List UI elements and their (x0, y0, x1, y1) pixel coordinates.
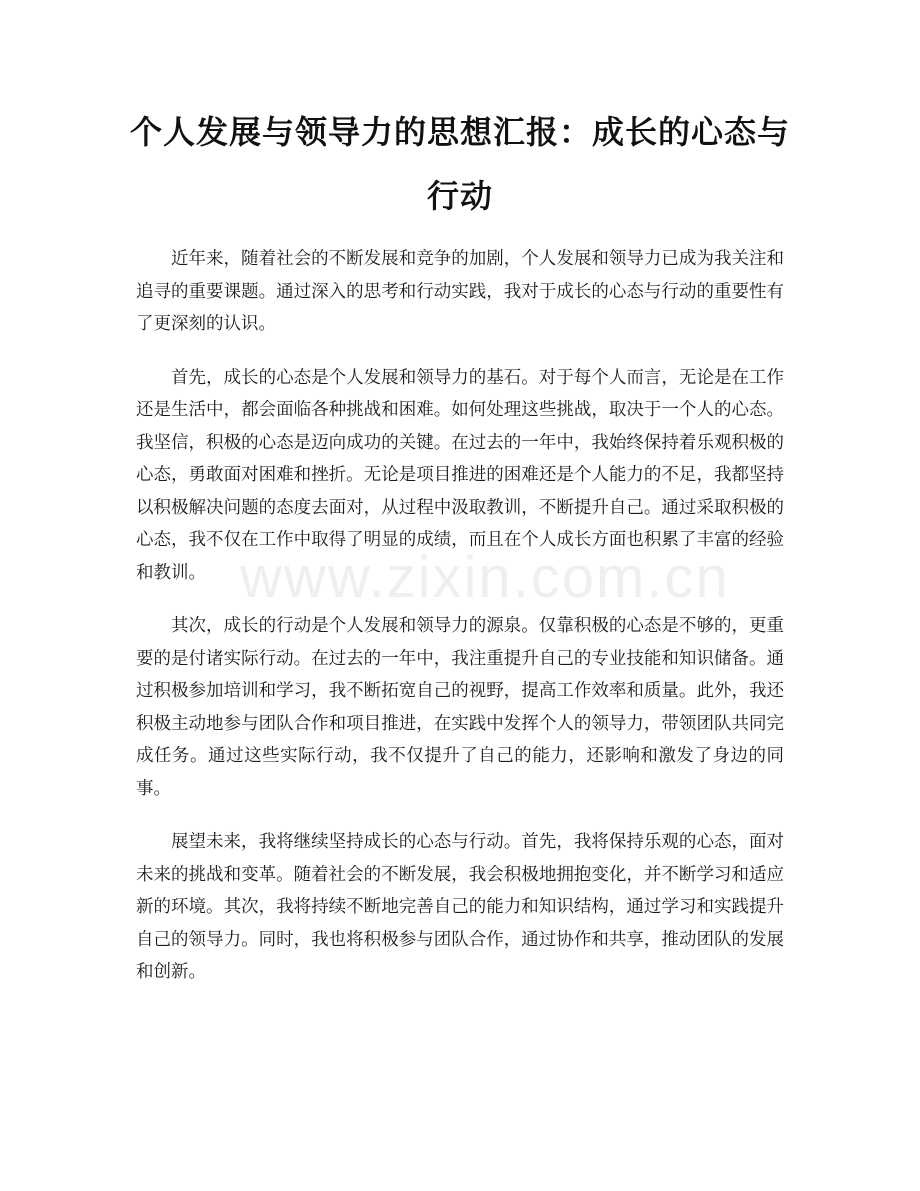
watermark-text: www.zixin.com.cn (240, 545, 730, 610)
document-body (136, 243, 784, 1010)
document-title: 个人发展与领导力的思想汇报：成长的心态与行动 (129, 113, 790, 215)
paragraph-action: 其次，成长的行动是个人发展和领导力的源泉。仅靠积极的心态是不够的，更重要的是付诸实际行动。在过去的一年中，我注重提升自己的专业技能和知识储备。通过积极参加培训和学习，我不断拓宽自己的视野，提高工作效率和质量。此外，我还积极主动地参与团队合作和项目推进，在实践中发挥个人的领导力，带领团队共同完成任务。通过这些实际行动，我不仅提升了自己的能力，还影响和激发了身边的同事。 (136, 616, 784, 799)
paragraph-intro: 近年来，随着社会的不断发展和竞争的加剧，个人发展和领导力已成为我关注和追寻的重要课题。通过深入的思考和行动实践，我对于成长的心态与行动的重要性有了更深刻的认识。 (136, 249, 784, 334)
paragraph-outlook: 展望未来，我将继续坚持成长的心态与行动。首先，我将保持乐观的心态，面对未来的挑战和变革。随着社会的不断发展，我会积极地拥抱变化，并不断学习和适应新的环境。其次，我将持续不断地完善自己的能力和知识结构，通过学习和实践提升自己的领导力。同时，我也将积极参与团队合作，通过协作和共享，推动团队的发展和创新。 (136, 832, 784, 982)
paragraph-mindset: 首先，成长的心态是个人发展和领导力的基石。对于每个人而言，无论是在工作还是生活中，都会面临各种挑战和困难。如何处理这些挑战，取决于一个人的心态。我坚信，积极的心态是迈向成功的关键。在过去的一年中，我始终保持着乐观积极的心态，勇敢面对困难和挫折。无论是项目推进的困难还是个人能力的不足，我都坚持以积极解决问题的态度去面对，从过程中汲取教训，不断提升自己。通过采取积极的心态，我不仅在工作中取得了明显的成绩，而且在个人成长方面也积累了丰富的经验和教训。 (136, 367, 784, 583)
